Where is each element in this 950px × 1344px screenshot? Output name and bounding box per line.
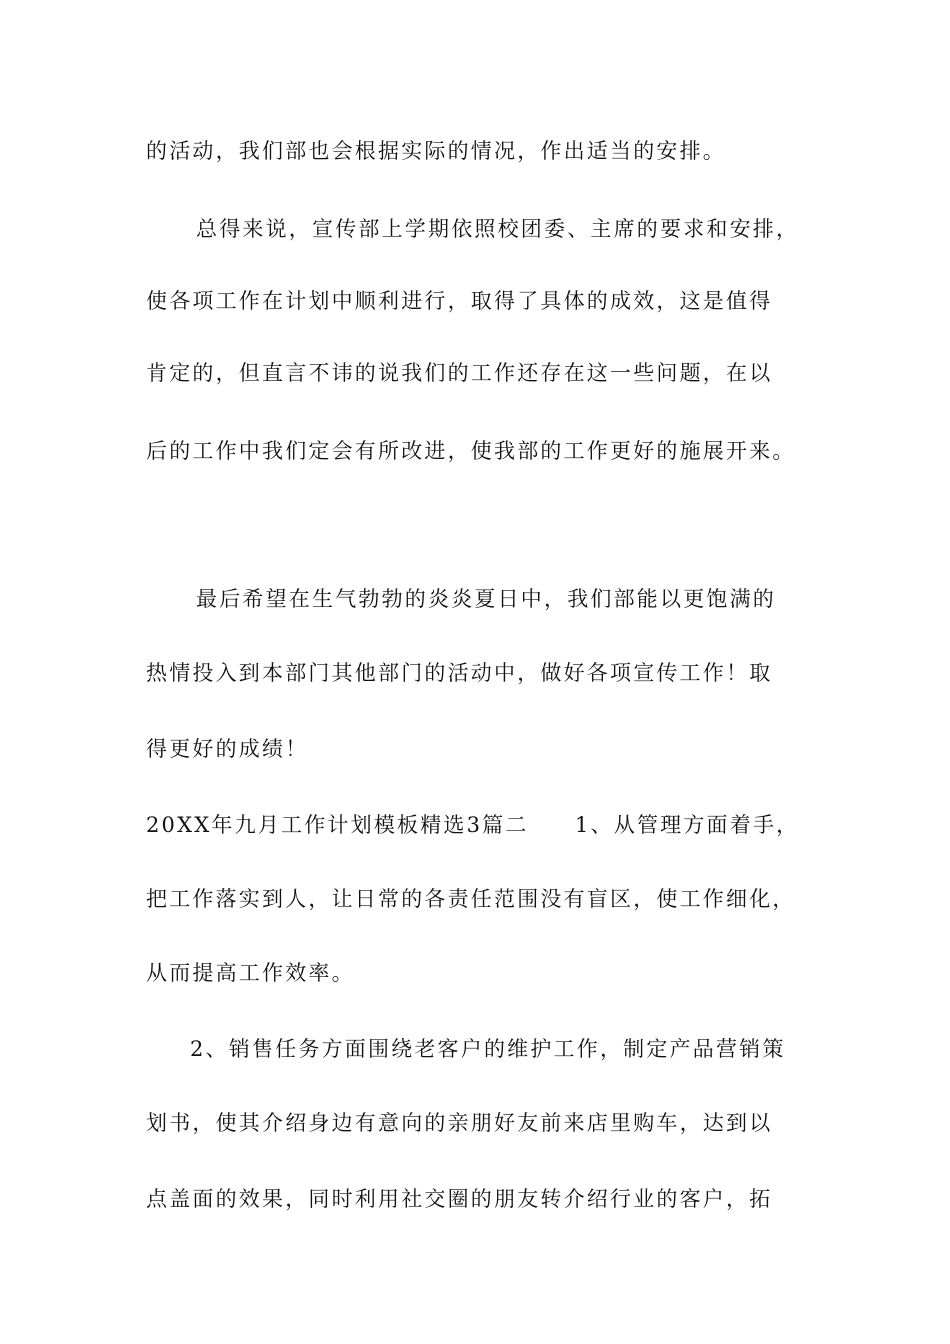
paragraph-line: 从而提高工作效率。 <box>146 961 355 985</box>
paragraph-line: 后的工作中我们定会有所改进，使我部的工作更好的施展开来。 <box>146 439 796 463</box>
section-heading-line: 20XX年九月工作计划模板精选3篇二 1、从管理方面着手， <box>146 813 800 837</box>
paragraph-line: 得更好的成绩！ <box>146 737 309 761</box>
paragraph-line: 把工作落实到人，让日常的各责任范围没有盲区，使工作细化， <box>146 887 796 911</box>
paragraph-line: 2、销售任务方面围绕老客户的维护工作，制定产品营销策 <box>190 1037 786 1061</box>
paragraph-line: 总得来说，宣传部上学期依照校团委、主席的要求和安排， <box>196 217 800 241</box>
paragraph-line: 划书，使其介绍身边有意向的亲朋好友前来店里购车，达到以 <box>146 1111 773 1135</box>
paragraph-line: 使各项工作在计划中顺利进行，取得了具体的成效，这是值得 <box>146 289 773 313</box>
paragraph-line: 点盖面的效果，同时利用社交圈的朋友转介绍行业的客户，拓 <box>146 1187 773 1211</box>
paragraph-line: 的活动，我们部也会根据实际的情况，作出适当的安排。 <box>146 139 726 163</box>
paragraph-line: 热情投入到本部门其他部门的活动中，做好各项宣传工作！取 <box>146 661 773 685</box>
paragraph-line: 肯定的，但直言不讳的说我们的工作还存在这一些问题，在以 <box>146 361 773 385</box>
paragraph-line: 最后希望在生气勃勃的炎炎夏日中，我们部能以更饱满的 <box>196 587 776 611</box>
